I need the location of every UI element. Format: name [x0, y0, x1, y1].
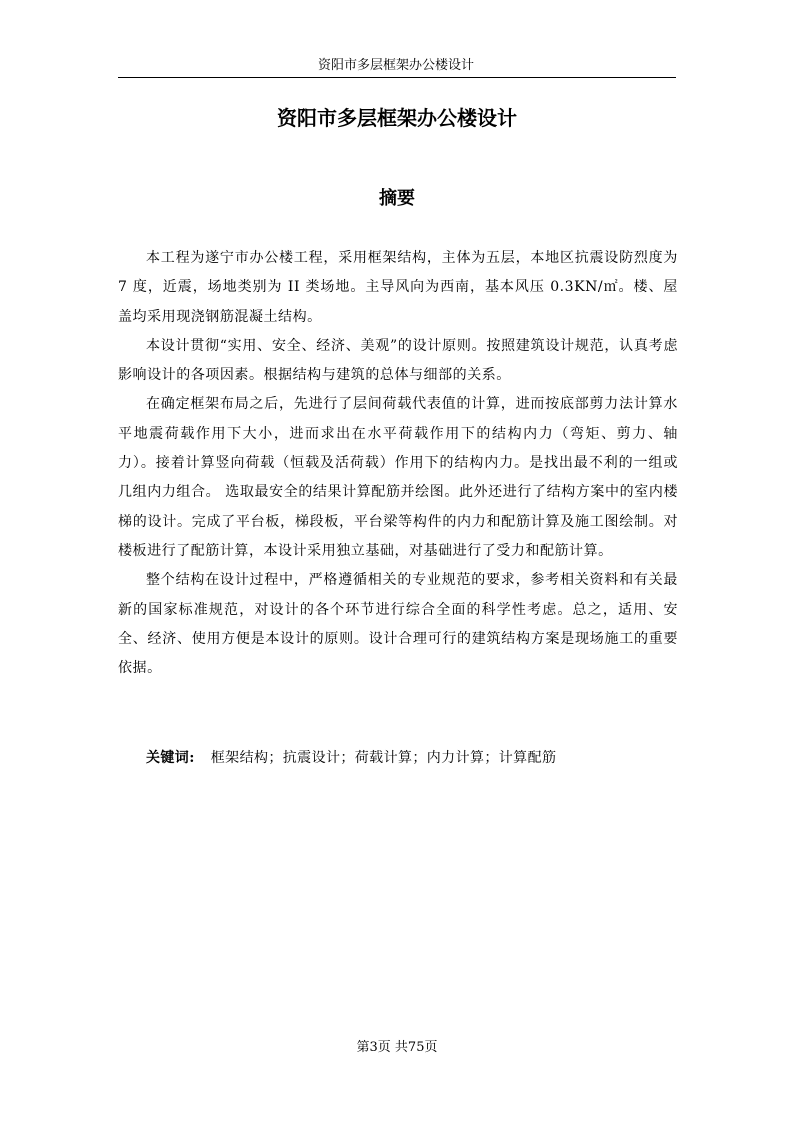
abstract-paragraph-2: 本设计贯彻“实用、安全、经济、美观”的设计原则。按照建筑设计规范，认真考虑影响设计的各项因素。根据结构与建筑的总体与细部的关系。 — [118, 337, 678, 384]
abstract-body — [118, 244, 678, 683]
abstract-heading: 摘要 — [379, 188, 415, 209]
keywords-line — [146, 744, 678, 773]
abstract-paragraph-3: 在确定框架布局之后，先进行了层间荷载代表值的计算，进而按底部剪力法计算水平地震荷载作用下大小，进而求出在水平荷载作用下的结构内力（弯矩、剪力、轴力）。接着计算竖向荷载（恒载及活荷载）作用下的结构内力。是找出最不利的一组或几组内力组合。 选取最安全的结果计算配筋并绘图。此外还进行了结构方案中的室内楼梯的设计。完成了平台板，梯段板，平台梁等构件的内力和配筋计算及施工图绘制。对楼板进行了配筋计算，本设计采用独立基础，对基础进行了受力和配筋计算。 — [118, 396, 678, 559]
page-number: 第3页 共75页 — [356, 1040, 438, 1055]
document-title: 资阳市多层框架办公楼设计 — [277, 106, 517, 130]
header-rule — [118, 77, 676, 78]
keywords-label: 关键词: — [146, 750, 195, 766]
abstract-paragraph-4: 整个结构在设计过程中，严格遵循相关的专业规范的要求，参考相关资料和有关最新的国家标准规范，对设计的各个环节进行综合全面的科学性考虑。总之，适用、安全、经济、使用方便是本设计的原则。设计合理可行的建筑结构方案是现场施工的重要依据。 — [118, 572, 678, 677]
abstract-paragraph-1: 本工程为遂宁市办公楼工程，采用框架结构，主体为五层，本地区抗震设防烈度为 7 度，近震，场地类别为 II 类场地。主导风向为西南，基本风压 0.3KN/㎡。楼、屋盖均采用现浇钢筋混凝土结构。 — [118, 250, 678, 325]
running-header: 资阳市多层框架办公楼设计 — [317, 58, 474, 73]
keywords-text: 框架结构；抗震设计；荷载计算；内力计算；计算配筋 — [210, 750, 557, 766]
